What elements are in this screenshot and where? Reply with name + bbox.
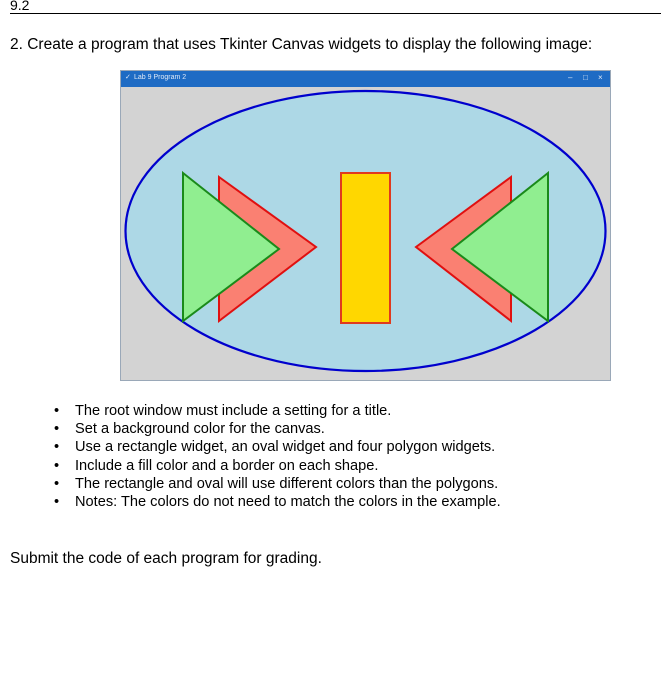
requirement-item bbox=[54, 402, 501, 420]
feather-icon: ✓ bbox=[125, 74, 131, 81]
bullet-icon: • bbox=[54, 421, 60, 438]
requirement-text: The rectangle and oval will use different colors than the polygons. bbox=[75, 475, 499, 492]
requirement-text: Set a background color for the canvas. bbox=[75, 421, 325, 438]
maximize-icon: □ bbox=[583, 73, 588, 82]
requirement-item bbox=[54, 438, 501, 456]
header-rule bbox=[10, 13, 661, 14]
bullet-icon: • bbox=[54, 439, 60, 456]
requirement-item bbox=[54, 475, 501, 493]
requirement-text: The root window must include a setting for a title. bbox=[75, 403, 392, 419]
tk-canvas bbox=[121, 87, 610, 380]
requirement-text: Include a fill color and a border on each shape. bbox=[75, 457, 379, 474]
submit-instruction: Submit the code of each program for grading. bbox=[10, 550, 322, 567]
question-text: 2. Create a program that uses Tkinter Canvas widgets to display the following image: bbox=[10, 36, 593, 53]
window-titlebar bbox=[121, 71, 610, 87]
requirement-text: Notes: The colors do not need to match the colors in the example. bbox=[75, 494, 501, 511]
requirement-text: Use a rectangle widget, an oval widget and four polygon widgets. bbox=[75, 439, 496, 456]
requirement-item bbox=[54, 457, 501, 475]
section-number: 9.2 bbox=[10, 0, 30, 13]
minimize-icon: – bbox=[568, 73, 573, 82]
requirements-list bbox=[54, 402, 501, 511]
bullet-icon: • bbox=[54, 457, 60, 474]
bullet-icon: • bbox=[54, 494, 60, 511]
bullet-icon: • bbox=[54, 475, 60, 492]
requirement-item bbox=[54, 420, 501, 438]
requirement-item bbox=[54, 493, 501, 511]
close-icon: × bbox=[598, 73, 603, 82]
example-window-image bbox=[120, 70, 611, 381]
window-title: Lab 9 Program 2 bbox=[134, 74, 187, 81]
bullet-icon: • bbox=[54, 403, 60, 419]
rectangle-shape bbox=[341, 173, 390, 323]
